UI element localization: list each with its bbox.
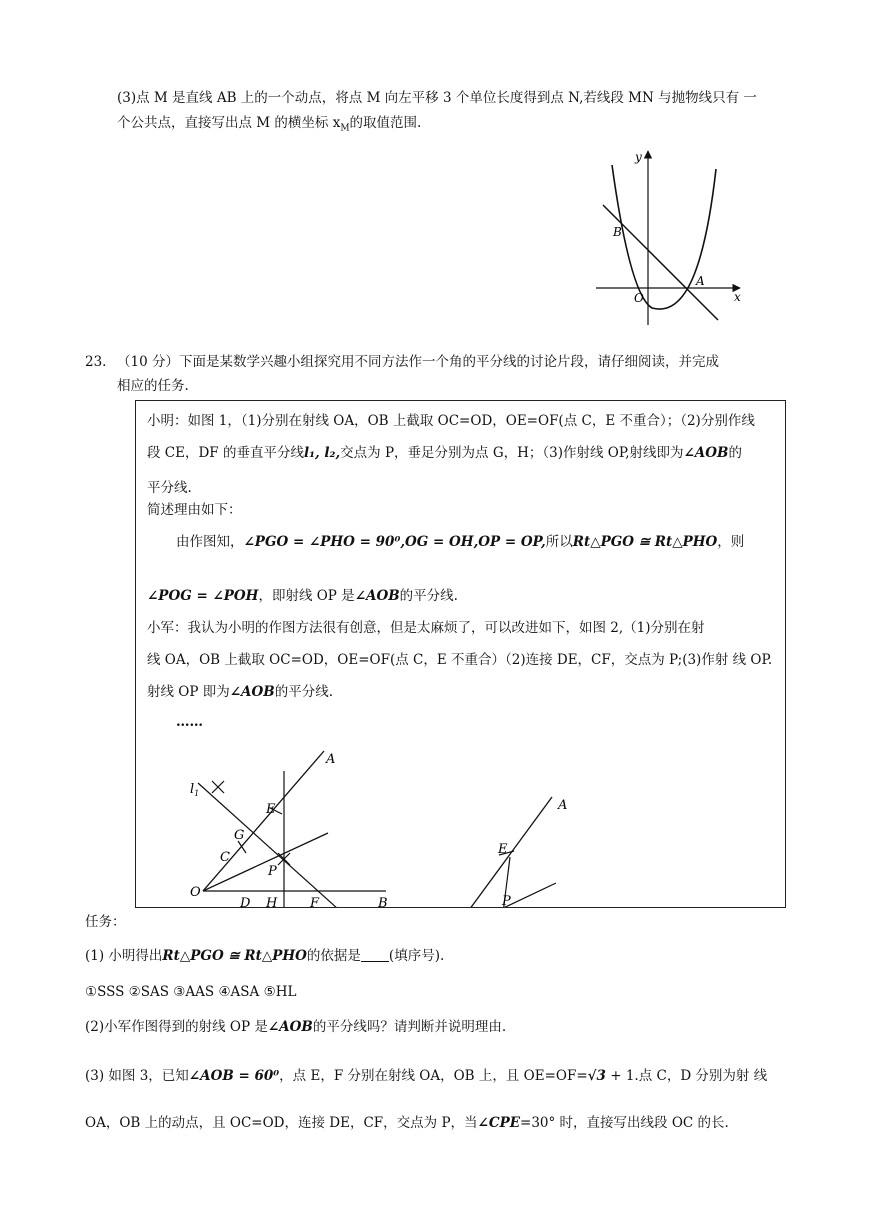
task1-eq: Rt△PGO ≅ Rt△PHO (162, 948, 307, 964)
reason2-b: ，即射线 OP 是 (258, 588, 355, 604)
reason-b: 所以 (545, 534, 573, 550)
task2-b: 的平分线吗？请判断并说明理由. (312, 1019, 507, 1035)
fig1-h: H (266, 896, 278, 909)
reason-title: 简述理由如下： (147, 502, 242, 518)
q23-intro-line2: 相应的任务. (117, 378, 189, 394)
reason-eq1: ∠PGO = ∠PHO = 90⁰,OG = OH,OP = OP, (243, 534, 546, 550)
xj-line3 (147, 682, 333, 702)
xm-line1: 小明：如图 1，（1)分别在射线 OA，OB 上截取 OC=OD，OE=OF(点 C，E 不重合）；（2)分别作线 (147, 413, 755, 429)
xj-angle: ∠AOB (229, 684, 275, 700)
fig1-p: P (268, 864, 277, 879)
fig2-e: E (498, 842, 508, 857)
q22-part3-tail: 的取值范围. (349, 115, 422, 131)
fig1-g: G (234, 828, 245, 843)
task3-sqrt: √3 (587, 1068, 606, 1084)
task3-b: ，点 E，F 分别在射线 OA，OB 上，且 OE=OF= (279, 1068, 588, 1084)
reason-c: ，则 (717, 534, 745, 550)
fig1-e: E (266, 802, 276, 817)
task3-cpe: ∠CPE (477, 1115, 521, 1131)
fig1-a: A (326, 752, 336, 767)
reason-eq2: Rt△PGO ≅ Rt△PHO (572, 534, 718, 550)
q22-part3-line1: (3)点 M 是直线 AB 上的一个动点，将点 M 向左平移 3 个单位长度得到点 N,若线段 MN 与抛物线只有 一 (117, 90, 757, 106)
task-2 (85, 1017, 506, 1037)
ellipsis: …… (176, 714, 203, 730)
xj-line3-a: 射线 OP 即为 (147, 684, 230, 700)
task1-b: 的依据是 (306, 948, 361, 964)
xm-angle-aob: ∠AOB (683, 445, 729, 461)
a-label: A (696, 274, 705, 288)
reason2-eq: ∠POG = ∠POH (147, 588, 259, 604)
xm-line2 (147, 443, 742, 463)
task1-c: (填序号). (388, 948, 445, 964)
task-3-line2 (85, 1113, 729, 1133)
b-label: B (613, 225, 622, 239)
fig2-op (476, 883, 556, 908)
figure-2 (436, 781, 576, 908)
task3-line2-b: =30° 时，直接写出线段 OC 的长. (520, 1115, 729, 1131)
reason2-angle: ∠AOB (354, 588, 400, 604)
task1-a: (1) 小明得出 (85, 948, 163, 964)
xm-line2-b: 交点为 P，垂足分别为点 G，H；（3)作射线 OP,射线即为 (340, 445, 684, 461)
task-1 (85, 946, 444, 966)
reason-line1 (176, 532, 744, 552)
q23-number: 23. (85, 354, 107, 370)
q22-part3-line2 (117, 113, 421, 139)
line-ab (603, 205, 718, 320)
fig2-p: P (502, 894, 511, 909)
figure-1 (176, 741, 416, 908)
task2-angle: ∠AOB (267, 1019, 313, 1035)
task3-angle: ∠AOB = 60⁰ (188, 1068, 280, 1084)
xj-line2: 线 OA，OB 上截取 OC=OD，OE=OF(点 C，E 不重合）（2)连接 DE，CF，交点为 P;(3)作射 线 OP. (147, 652, 773, 668)
xm-line2-c: 的 (728, 445, 742, 461)
parabola-graph (590, 145, 760, 330)
task3-line2-a: OA，OB 上的动点，且 OC=OD，连接 DE，CF，交点为 P，当 (85, 1115, 478, 1131)
task3-a: (3) 如图 3，已知 (85, 1068, 189, 1084)
fig1-f: F (310, 896, 320, 909)
reason2-c: 的平分线. (399, 588, 458, 604)
fig1-b: B (378, 896, 388, 909)
xm-line3: 平分线. (147, 480, 192, 496)
task3-c: + 1.点 C，D 分别为射 线 (605, 1068, 768, 1084)
q22-part3-text: 个公共点，直接写出点 M 的横坐标 x (117, 115, 341, 131)
fig1-d: D (240, 896, 251, 909)
o-label: O (634, 291, 644, 305)
xm-line2-a: 段 CE，DF 的垂直平分线 (147, 445, 304, 461)
reason-line2 (147, 586, 458, 606)
reason-a: 由作图知， (176, 534, 244, 550)
fig1-ray-oa (203, 751, 324, 891)
q23-intro-line1: （10 分）下面是某数学兴趣小组探究用不同方法作一个角的平分线的讨论片段，请仔细阅读，并完成 (117, 354, 719, 370)
fig1-o: O (190, 885, 201, 900)
fig2-a: A (558, 798, 568, 813)
discussion-box (135, 400, 786, 908)
task1-options: ①SSS ②SAS ③AAS ④ASA ⑤HL (85, 984, 297, 1000)
task1-blank[interactable] (361, 947, 389, 962)
tasks-title: 任务： (85, 914, 126, 930)
xj-line3-b: 的平分线. (274, 684, 333, 700)
q22-part3-subscript: M (340, 123, 350, 134)
xm-l1-l2: l₁, l₂, (303, 445, 341, 461)
xj-line1: 小军：我认为小明的作图方法很有创意，但是太麻烦了，可以改进如下，如图 2,（1)分别在射 (147, 620, 705, 636)
task2-a: (2)小军作图得到的射线 OP 是 (85, 1019, 268, 1035)
task-3-line1 (85, 1066, 767, 1086)
fig1-c: C (220, 850, 230, 865)
fig1-l1-label: $l_1$ (190, 782, 200, 798)
x-label: x (734, 290, 741, 304)
y-label: y (635, 150, 642, 164)
